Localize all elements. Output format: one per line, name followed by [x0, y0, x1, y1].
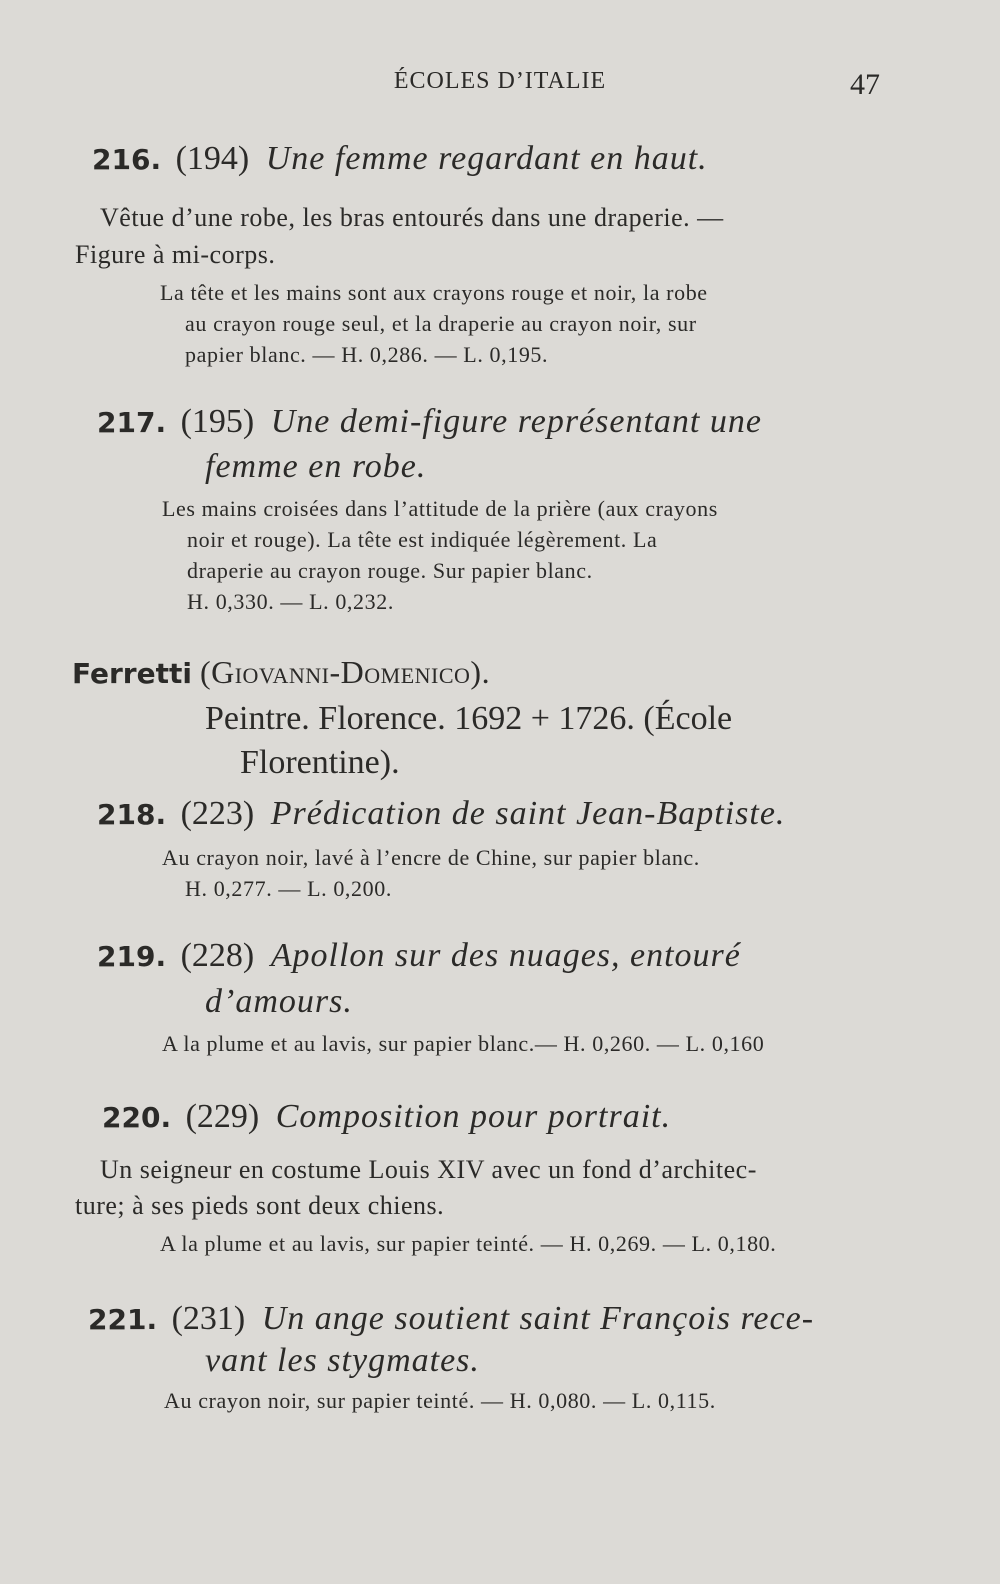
artist-info-line: Florentine). — [240, 744, 400, 781]
entry-220-detail-line: A la plume et au lavis, sur papier teinté. — H. 0,269. — L. 0,180. — [160, 1231, 777, 1256]
entry-218-detail-line: Au crayon noir, lavé à l’encre de Chine, sur papier blanc. — [162, 845, 700, 870]
entry-title: Composition pour portrait. — [275, 1098, 672, 1135]
entry-number: 221. — [88, 1303, 158, 1336]
entry-216-desc-line: Figure à mi-corps. — [75, 240, 276, 269]
entry-title: Apollon sur des nuages, entouré — [270, 937, 741, 974]
entry-number: 218. — [97, 798, 167, 831]
entry-221-detail-line: Au crayon noir, sur papier teinté. — H. 0,080. — L. 0,115. — [164, 1388, 716, 1413]
entry-216-heading — [92, 140, 708, 178]
entry-216-detail-line: papier blanc. — H. 0,286. — L. 0,195. — [185, 342, 549, 367]
entry-217-detail-line: H. 0,330. — L. 0,232. — [187, 589, 394, 614]
entry-219-heading — [97, 937, 741, 975]
running-title: ÉCOLES D’ITALIE — [393, 68, 607, 94]
entry-ref: (229) — [185, 1098, 260, 1135]
entry-ref: (223) — [180, 795, 255, 832]
entry-title: Prédication de saint Jean-Baptiste. — [270, 795, 786, 832]
entry-219-detail-line: A la plume et au lavis, sur papier blanc.— H. 0,260. — L. 0,160 — [162, 1031, 765, 1056]
entry-220-desc-line: ture; à ses pieds sont deux chiens. — [75, 1191, 445, 1220]
page-number: 47 — [850, 68, 880, 101]
entry-title: Un ange soutient saint François rece- — [261, 1300, 815, 1337]
entry-219-title-cont: d’amours. — [205, 983, 353, 1020]
entry-221-title-cont: vant les stygmates. — [205, 1342, 480, 1379]
entry-number: 219. — [97, 940, 167, 973]
page-header — [0, 68, 1000, 108]
entry-217-detail-line: noir et rouge). La tête est indiquée légèrement. La — [187, 527, 658, 552]
entry-217-detail-line: draperie au crayon rouge. Sur papier blanc. — [187, 558, 593, 583]
entry-title: Une femme regardant en haut. — [265, 140, 708, 177]
entry-220-heading — [102, 1098, 671, 1136]
entry-220-desc-line: Un seigneur en costume Louis XIV avec un fond d’architec- — [100, 1155, 757, 1184]
artist-first-names: (Giovanni-Domenico). — [199, 654, 491, 690]
entry-218-heading — [97, 795, 785, 833]
artist-heading — [72, 654, 490, 691]
entry-number: 217. — [97, 406, 167, 439]
entry-217-title-cont: femme en robe. — [205, 448, 427, 485]
entry-217-detail-line: Les mains croisées dans l’attitude de la prière (aux crayons — [162, 496, 718, 521]
entry-ref: (231) — [171, 1300, 246, 1337]
entry-ref: (195) — [180, 403, 255, 440]
entry-216-desc-line: Vêtue d’une robe, les bras entourés dans une draperie. — — [100, 203, 724, 232]
entry-218-detail-line: H. 0,277. — L. 0,200. — [185, 876, 392, 901]
entry-ref: (228) — [180, 937, 255, 974]
entry-216-detail-line: au crayon rouge seul, et la draperie au crayon noir, sur — [185, 311, 697, 336]
entry-217-heading — [97, 403, 762, 441]
entry-number: 216. — [92, 143, 162, 176]
entry-216-detail-line: La tête et les mains sont aux crayons rouge et noir, la robe — [160, 280, 708, 305]
entry-title: Une demi-figure représentant une — [270, 403, 762, 440]
entry-ref: (194) — [175, 140, 250, 177]
artist-info-line: Peintre. Florence. 1692 + 1726. (École — [205, 700, 733, 737]
artist-surname: Ferretti — [72, 657, 192, 690]
entry-221-heading — [88, 1300, 814, 1338]
entry-number: 220. — [102, 1101, 172, 1134]
